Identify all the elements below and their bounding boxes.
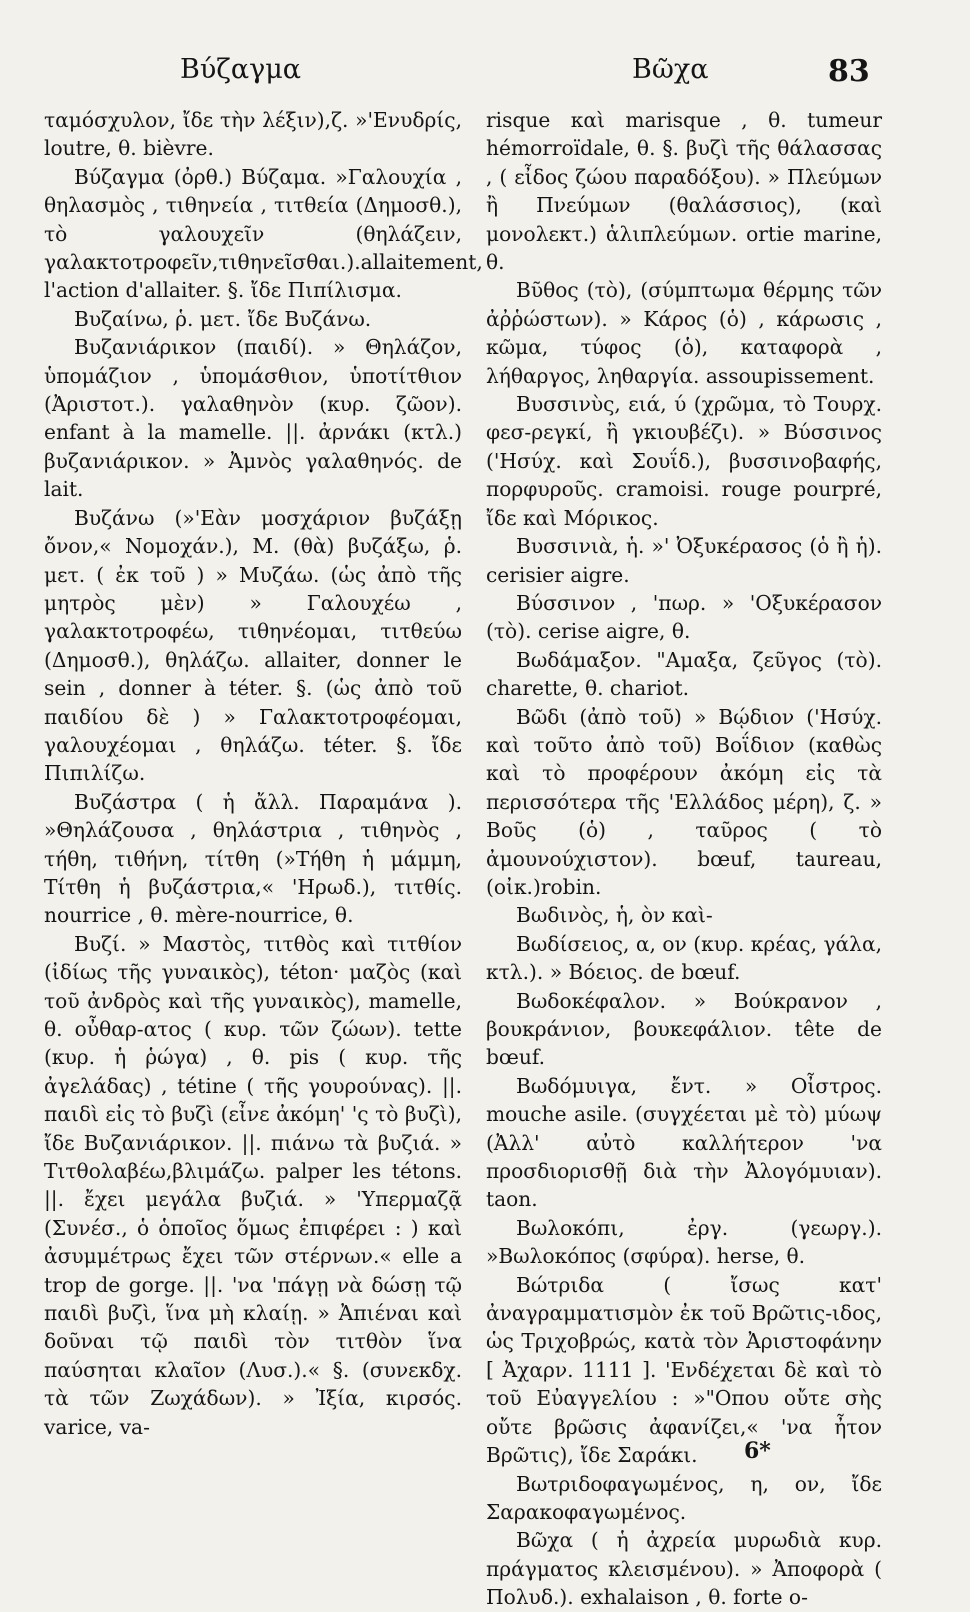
page-number: 83	[828, 54, 870, 89]
entry-vodi: Βῶδι (ἀπὸ τοῦ) » Βῴδιον ('Ησύχ. καὶ τοῦτο ἀπὸ τοῦ) Βοΐδιον (καθὼς καὶ τὸ προφέρουν ἀκόμη εἰς τὰ περισσότερα τῆς 'Ελλάδος μέρη), ζ. » Βοῦς (ὁ) , ταῦρος ( τὸ ἀμουνούχιστον). bœuf, taureau, (οἰκ.)robin.	[486, 704, 882, 899]
entry-vodinos: Βωδινὸς, ἡ, ὸν καὶ-	[516, 903, 713, 928]
entry-byzano: Βυζάνω (»'Εὰν μοσχάριον βυζάξῃ ὄνον,« Νομοχάν.), Μ. (θὰ) βυζάξω, ῥ. μετ. ( ἐκ τοῦ ) » Μυζάω. (ὡς ἀπὸ τῆς μητρὸς μὲν) » Γαλουχέω , γαλακτοτροφέω, τιθηνέομαι, τιτθεύω (Δημοσθ.), θηλάζω. allaiter, donner le sein , donner à téter. §. (ὡς ἀπὸ τοῦ παιδίου δὲ ) » Γαλακτοτροφέομαι, γαλουχέομαι , θηλάζω. téter. §. ἴδε Πιπιλίζω.	[44, 505, 462, 786]
right-column	[486, 106, 882, 1612]
entry-byzi: Βυζί. » Μαστὸς, τιτθὸς καὶ τιτθίον (ἰδίως τῆς γυναικὸς), téton· μαζὸς (καὶ τοῦ ἀνδρὸς καὶ τῆς γυναικὸς), mamelle, θ. οὖθαρ-ατος ( κυρ. τῶν ζώων). tette (κυρ. ἡ ῥώγα) , θ. pis ( κυρ. τῆς ἀγελάδας) , tétine ( τῆς γουρούνας). ||. παιδὶ εἰς τὸ βυζὶ (εἶνε ἀκόμη' 'ς τὸ βυζὶ), ἴδε Βυζανιάρικον. ||. πιάνω τὰ βυζιά. » Τιτθολαβέω,βλιμάζω. palper les tétons. ||. ἔχει μεγάλα βυζιά. » 'Υπερμαζᾷ (Συνέσ., ὁ ὁποῖος ὅμως ἐπιφέρει : ) καὶ ἀσυμμέτρως ἔχει τῶν στέρνων.« elle a trop de gorge. ||. 'να 'πάγῃ νὰ δώσῃ τῷ παιδὶ βυζὶ, ἵνα μὴ κλαίῃ. » Ἀπιέναι καὶ δοῦναι τῷ παιδὶ τὸν τιτθὸν ἵνα παύσηται κλαῖον (Λυσ.).« §. (συνεκδχ. τὰ τῶν Ζωχάδων). » Ἰξία, κιρσός. varice, va-	[44, 931, 462, 1439]
entry-byssinon: Βύσσινον , 'πωρ. » 'Οξυκέρασον (τὸ). cerise aigre, θ.	[486, 590, 882, 644]
entry-vocha: Βῶχα ( ἡ ἀχρεία μυρωδιὰ κυρ. πράγματος κλεισμένου). » Ἀποφορὰ ( Πολυδ.). exhalaison , θ. forte o-	[486, 1528, 882, 1610]
running-head-right: Βῶχα	[632, 54, 709, 85]
signature-mark: 6*	[744, 1438, 771, 1464]
entry-vodiseios: Βωδίσειος, α, ον (κυρ. κρέας, γάλα, κτλ.). » Βόειος. de bœuf.	[486, 931, 882, 985]
entry-byzaino: Βυζαίνω, ῥ. μετ. ἴδε Βυζάνω.	[74, 306, 372, 331]
entry-votridofagomenos: Βωτριδοφαγωμένος, η, ον, ἴδε Σαρακοφαγωμένος.	[486, 1471, 882, 1524]
entry-byzaniarikon: Βυζανιάρικον (παιδί). » Θηλάζον, ὑπομάζιον , ὑπομάσθιον, ὑποτίτθιον (Ἀριστοτ.). γαλαθηνὸν (κυρ. ζῶον). enfant à la mamelle. ||. ἀρνάκι (κτλ.) βυζανιάρικον. » Ἀμνὸς γαλαθηνός. de lait.	[44, 335, 462, 502]
entry-byssinia: Βυσσινιὰ, ἡ. »' Ὀξυκέρασος (ὁ ἢ ἡ). cerisier aigre.	[486, 534, 882, 587]
entry-vodamaxon: Βωδάμαξον. "Αμαξα, ζεῦγος (τὸ). charette, θ. chariot.	[486, 647, 882, 701]
entry-continuation-right: risque καὶ marisque , θ. tumeur hémorroïdale, θ. §. βυζὶ τῆς θάλασσας , ( εἶδος ζώου παραδόξου). » Πλεύμων ἢ Πνεύμων (θαλάσσιος), (καὶ μονολεκτ.) ἁλιπλεύμων. ortie marine, θ.	[486, 108, 882, 275]
entry-byzagma: Βύζαγμα (ὀρθ.) Βύζαμα. »Γαλουχία , θηλασμὸς , τιθηνεία , τιτθεία (Δημοσθ.), τὸ γαλουχεῖν (θηλάζειν, γαλακτοτροφεῖν,τιθηνεῖσθαι.).allaitement, l'action d'allaiter. §. ἴδε Πιπίλισμα.	[44, 164, 483, 303]
entry-volokopi: Βωλοκόπι, ἐργ. (γεωργ.). »Βωλοκόπος (σφύρα). herse, θ.	[486, 1215, 882, 1269]
running-head-left: Βύζαγμα	[180, 54, 302, 85]
entry-vodokefalon: Βωδοκέφαλον. » Βούκρανον , βουκράνιον, βουκεφάλιον. tête de bœuf.	[486, 988, 882, 1070]
entry-byzastra: Βυζάστρα ( ἡ ἄλλ. Παραμάνα ). »Θηλάζουσα , θηλάστρια , τιθηνὸς , τήθη, τιθήνη, τίτθη (»Τήθη ἡ μάμμη, Τίτθη ἡ βυζάστρια,« 'Ηρωδ.), τιτθίς. nourrice , θ. mère-nourrice, θ.	[44, 789, 462, 928]
entry-bythos: Βῦθος (τὸ), (σύμπτωμα θέρμης τῶν ἀῤῥώστων). » Κάρος (ὁ) , κάρωσις , κῶμα, τύφος (ὁ), καταφορὰ , λήθαργος, ληθαργία. assoupissement.	[486, 278, 882, 388]
entry-continuation: ταμόσχυλον, ἴδε τὴν λέξιν),ζ. »'Ενυδρίς, loutre, θ. bièvre.	[44, 108, 462, 161]
left-column	[44, 106, 483, 1441]
entry-vodomyiga: Βωδόμυιγα, ἔντ. » Οἶστρος. mouche asile. (συγχέεται μὲ τὸ) μύωψ (Ἀλλ' αὐτὸ καλλήτερον 'να προσδιορισθῇ διὰ τὴν Ἀλογόμυιαν). taon.	[486, 1073, 882, 1212]
entry-votrida: Βώτριδα ( ἴσως κατ' ἀναγραμματισμὸν ἐκ τοῦ Βρῶτις-ιδος, ὡς Τριχοβρώς, κατὰ τὸν Ἀριστοφάνην [ Ἀχαρν. 1111 ]. 'Ενδέχεται δὲ καὶ τὸ τοῦ Εὐαγγελίου : »"Οπου οὔτε σὴς οὔτε βρῶσις ἀφανίζει,« 'να ἦτον Βρῶτις), ἴδε Σαράκι.	[486, 1272, 883, 1468]
entry-byssinys: Βυσσινὺς, ειά, ύ (χρῶμα, τὸ Τουρχ. φεσ-ρεγκί, ἢ γκιουβέζι). » Βύσσινος ('Ησύχ. καὶ Σουΐδ.), βυσσινοβαφής, πορφυροῦς. cramoisi. rouge pourpré, ἴδε καὶ Μόρικος.	[486, 392, 882, 530]
